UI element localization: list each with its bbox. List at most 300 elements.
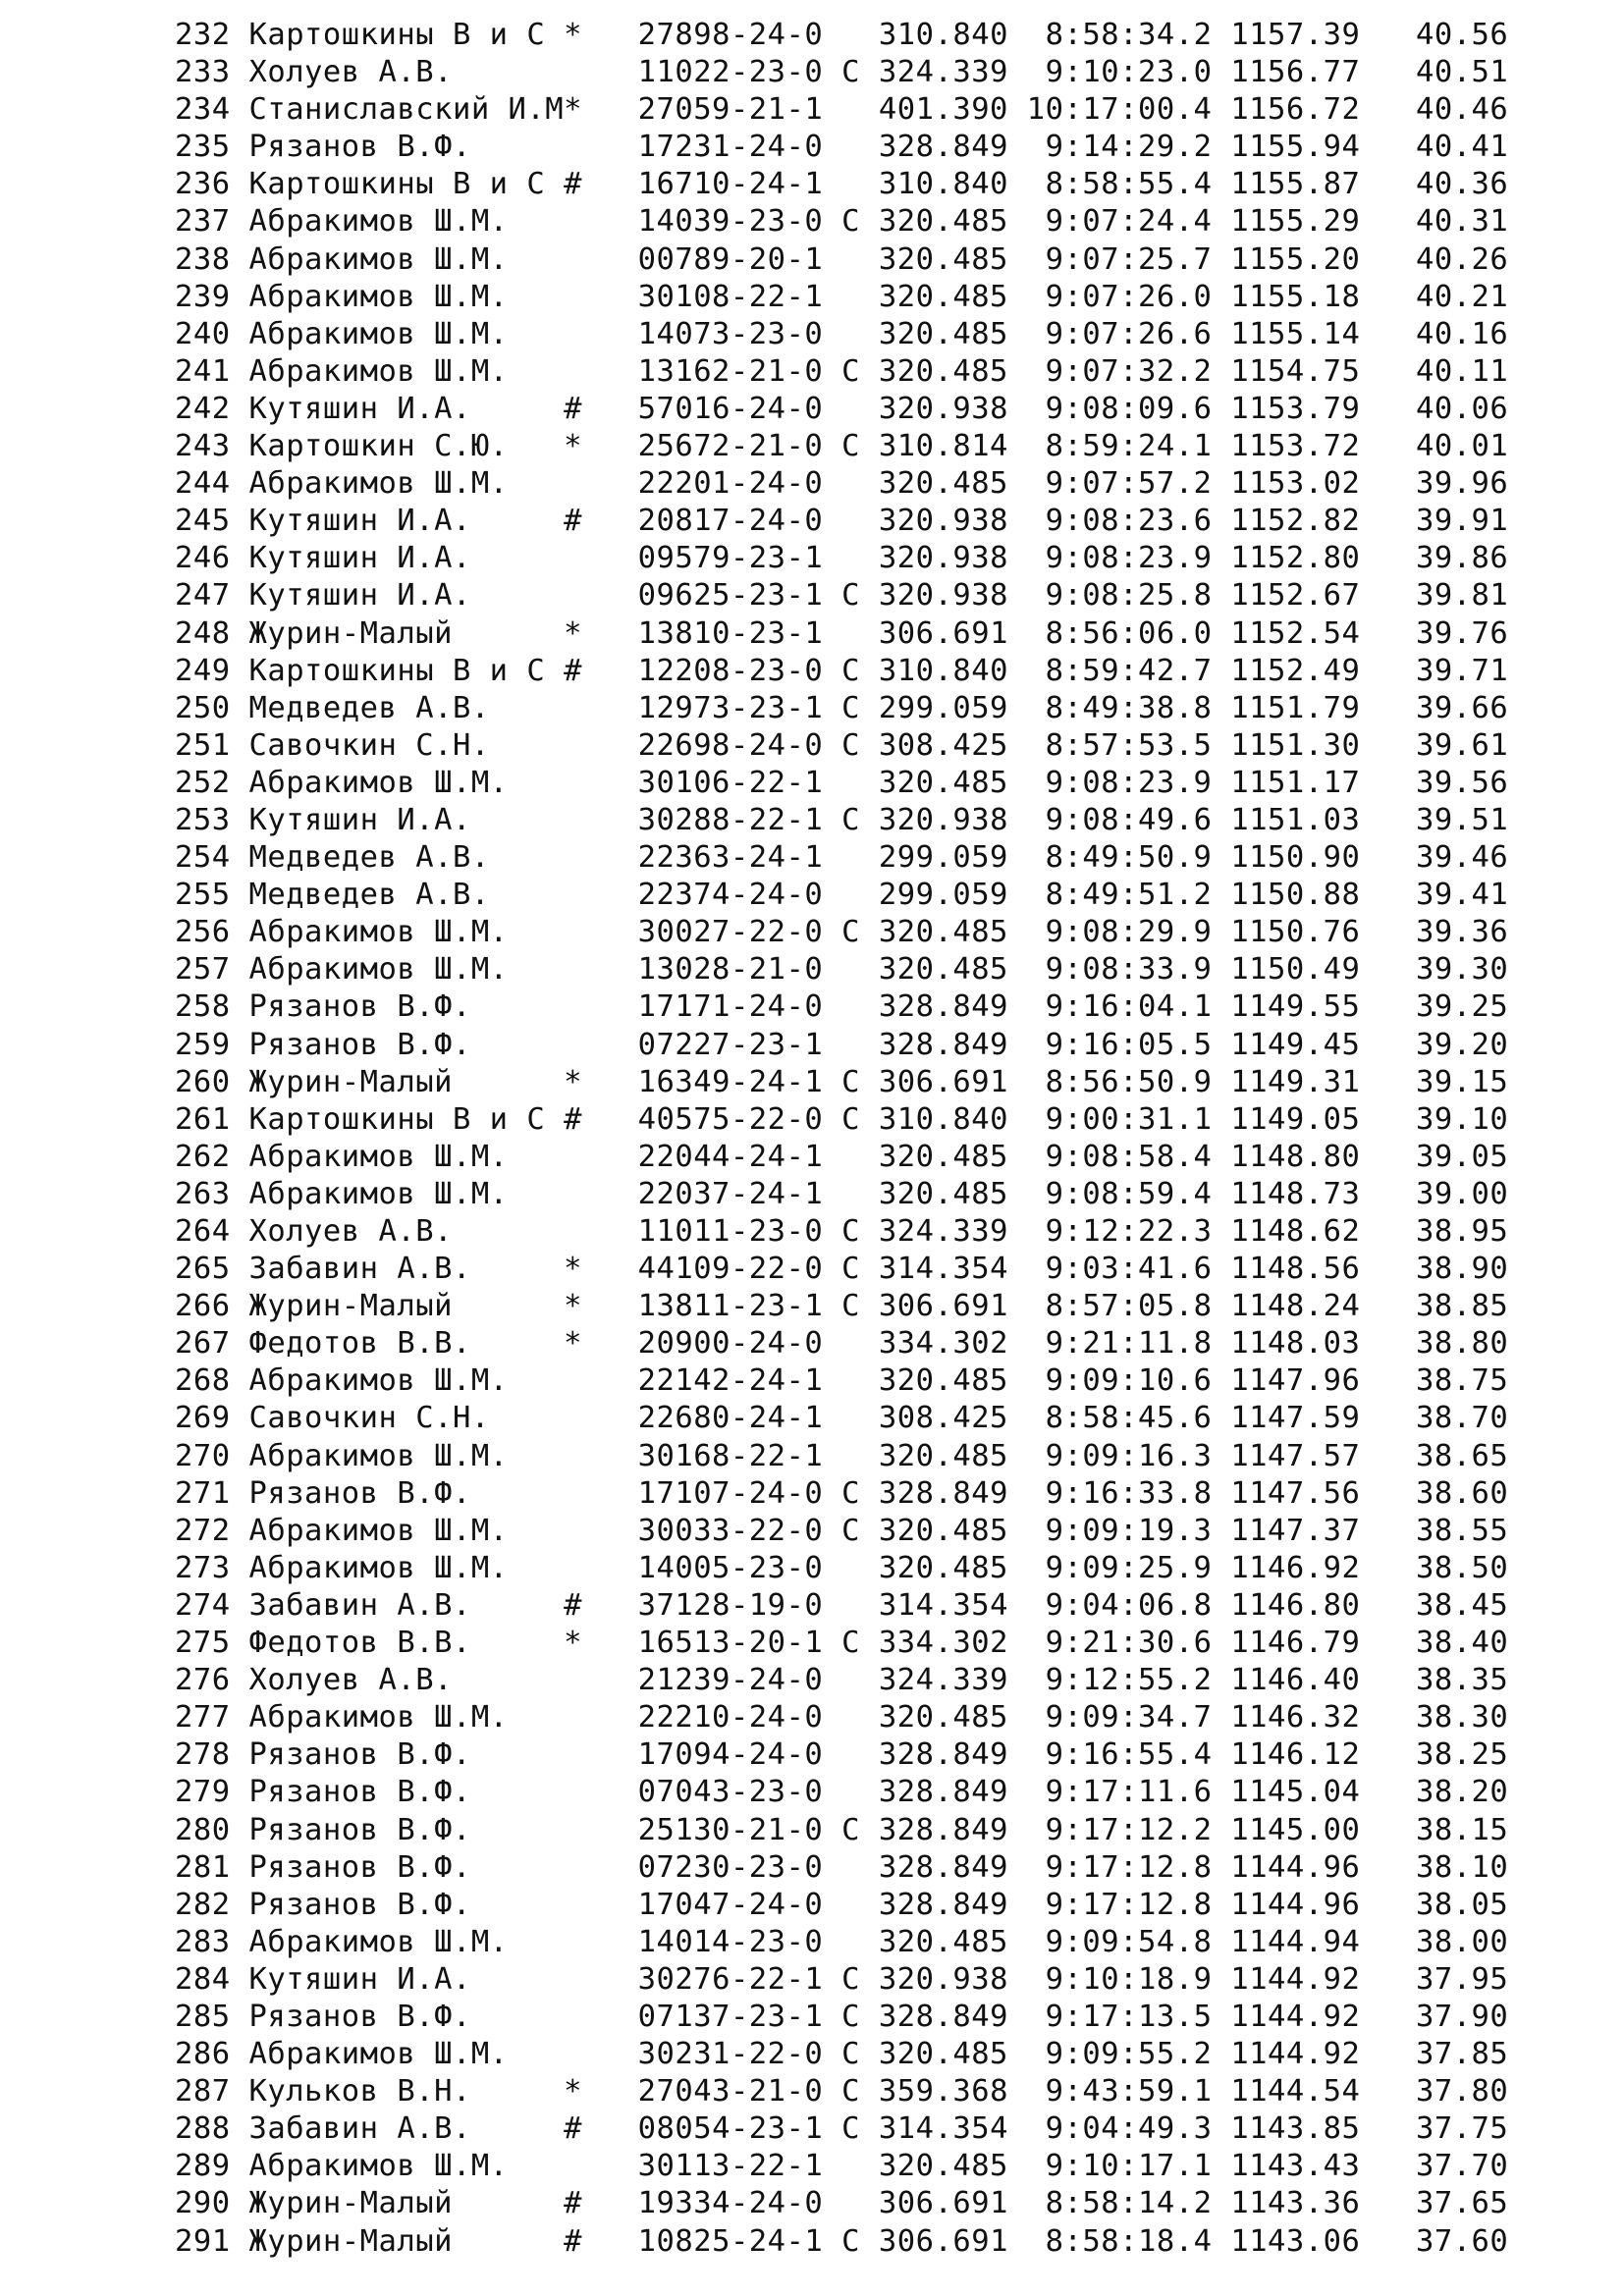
class-cell: [841, 280, 860, 314]
table-row: [175, 988, 1508, 1026]
mark-cell: [564, 1363, 582, 1398]
arrival-time-cell: 9:08:09.6: [1026, 391, 1213, 426]
points-cell: 37.75: [1397, 2111, 1509, 2147]
class-cell: C: [841, 578, 861, 614]
fancier-name-cell: Журин-Малый: [248, 2223, 453, 2259]
ring-number-cell: 30168-22-1: [637, 1438, 824, 1473]
mark-cell: [564, 130, 582, 164]
place-cell: 276: [175, 1663, 231, 1698]
speed-cell: 1144.96: [1230, 1849, 1361, 1885]
table-row: [175, 727, 1508, 765]
place-cell: 233: [175, 55, 231, 90]
points-cell: 38.50: [1397, 1550, 1509, 1585]
fancier-name-cell: Абракимов Ш.М.: [248, 279, 509, 314]
points-cell: 40.21: [1397, 279, 1509, 314]
class-cell: [841, 1363, 860, 1398]
distance-cell: 320.485: [878, 316, 1008, 351]
table-row: [175, 1251, 1508, 1288]
mark-cell: *: [564, 1626, 583, 1661]
fancier-name-cell: Журин-Малый: [248, 615, 453, 651]
fancier-name-cell: Савочкин С.Н.: [248, 1401, 490, 1436]
class-cell: C: [841, 1289, 861, 1324]
place-cell: 238: [175, 241, 231, 277]
fancier-name-cell: Абракимов Ш.М.: [248, 1438, 509, 1473]
table-row: [175, 615, 1508, 653]
distance-cell: 314.354: [878, 2111, 1008, 2147]
table-row: [175, 1662, 1508, 1699]
distance-cell: 324.339: [878, 55, 1008, 90]
table-row: [175, 540, 1508, 577]
mark-cell: [564, 1214, 582, 1249]
class-cell: C: [841, 653, 861, 688]
speed-cell: 1144.92: [1230, 2037, 1361, 2072]
arrival-time-cell: 9:10:23.0: [1026, 55, 1213, 90]
points-cell: 39.51: [1397, 802, 1509, 837]
points-cell: 38.45: [1397, 1587, 1509, 1623]
distance-cell: 324.339: [878, 1214, 1008, 1249]
class-cell: [841, 1588, 860, 1623]
table-row: [175, 54, 1508, 91]
place-cell: 251: [175, 727, 231, 763]
place-cell: 273: [175, 1550, 231, 1585]
table-row: [175, 353, 1508, 391]
points-cell: 39.00: [1397, 1176, 1509, 1211]
class-cell: C: [841, 690, 860, 725]
fancier-name-cell: Абракимов Ш.М.: [248, 466, 509, 502]
arrival-time-cell: 9:04:06.8: [1026, 1587, 1213, 1623]
fancier-name-cell: Рязанов В.Ф.: [248, 1887, 471, 1922]
class-cell: [841, 616, 860, 651]
speed-cell: 1147.59: [1230, 1401, 1361, 1436]
ring-number-cell: 12973-23-1: [637, 690, 824, 725]
fancier-name-cell: Кутяшин И.А.: [248, 578, 471, 614]
class-cell: C: [841, 1999, 861, 2034]
ring-number-cell: 22044-24-1: [637, 1139, 824, 1174]
distance-cell: 328.849: [878, 1999, 1008, 2034]
place-cell: 287: [175, 2074, 231, 2109]
ring-number-cell: 20817-24-0: [637, 504, 824, 539]
speed-cell: 1149.55: [1230, 989, 1361, 1025]
ring-number-cell: 37128-19-0: [637, 1587, 824, 1623]
speed-cell: 1149.45: [1230, 1027, 1361, 1062]
place-cell: 291: [175, 2223, 231, 2259]
table-row: [175, 1400, 1508, 1437]
class-cell: [841, 541, 860, 575]
mark-cell: [564, 2037, 582, 2071]
mark-cell: #: [564, 653, 583, 688]
table-row: [175, 1139, 1508, 1176]
ring-number-cell: 22142-24-1: [637, 1363, 824, 1399]
place-cell: 244: [175, 466, 231, 502]
distance-cell: 310.814: [878, 429, 1008, 464]
fancier-name-cell: Рязанов В.Ф.: [248, 130, 471, 165]
speed-cell: 1152.82: [1230, 504, 1361, 539]
distance-cell: 328.849: [878, 1475, 1008, 1511]
arrival-time-cell: 9:08:23.6: [1026, 504, 1213, 539]
table-row: [175, 1812, 1508, 1849]
place-cell: 263: [175, 1176, 231, 1211]
speed-cell: 1143.85: [1230, 2111, 1361, 2147]
distance-cell: 401.390: [878, 92, 1008, 128]
fancier-name-cell: Абракимов Ш.М.: [248, 1176, 509, 1211]
distance-cell: 299.059: [878, 840, 1008, 876]
points-cell: 39.66: [1397, 690, 1509, 725]
distance-cell: 308.425: [878, 727, 1008, 763]
ring-number-cell: 07043-23-0: [637, 1775, 824, 1810]
place-cell: 281: [175, 1849, 231, 1885]
table-row: [175, 1999, 1508, 2036]
speed-cell: 1151.03: [1230, 802, 1361, 837]
speed-cell: 1149.05: [1230, 1101, 1361, 1137]
arrival-time-cell: 8:59:24.1: [1026, 429, 1213, 464]
table-row: [175, 1587, 1508, 1625]
distance-cell: 320.485: [878, 1438, 1008, 1473]
points-cell: 37.70: [1397, 2149, 1509, 2184]
ring-number-cell: 17231-24-0: [637, 130, 824, 165]
distance-cell: 299.059: [878, 878, 1008, 913]
arrival-time-cell: 9:07:26.6: [1026, 316, 1213, 351]
ring-number-cell: 27898-24-0: [637, 18, 824, 52]
table-row: [175, 1438, 1508, 1475]
place-cell: 260: [175, 1064, 231, 1099]
fancier-name-cell: Станиславский И.М: [248, 92, 565, 128]
fancier-name-cell: Холуев А.В.: [248, 1663, 453, 1698]
table-row: [175, 1774, 1508, 1811]
speed-cell: 1153.72: [1230, 429, 1361, 464]
speed-cell: 1155.18: [1230, 279, 1361, 314]
arrival-time-cell: 8:58:55.4: [1026, 167, 1213, 202]
distance-cell: 359.368: [878, 2074, 1008, 2109]
fancier-name-cell: Холуев А.В.: [248, 55, 453, 90]
table-row: [175, 428, 1508, 465]
mark-cell: [564, 878, 582, 912]
distance-cell: 320.485: [878, 952, 1008, 988]
ring-number-cell: 13810-23-1: [637, 615, 824, 651]
ring-number-cell: 30033-22-0: [637, 1513, 824, 1548]
table-row: [175, 2073, 1508, 2110]
mark-cell: [564, 242, 582, 277]
class-cell: C: [841, 2223, 861, 2259]
distance-cell: 320.938: [878, 802, 1008, 837]
mark-cell: [564, 1140, 582, 1174]
arrival-time-cell: 9:21:11.8: [1026, 1326, 1213, 1362]
place-cell: 235: [175, 130, 231, 165]
table-row: [175, 1625, 1508, 1662]
arrival-time-cell: 8:58:14.2: [1026, 2186, 1213, 2221]
fancier-name-cell: Журин-Малый: [248, 1289, 453, 1324]
class-cell: [841, 952, 860, 987]
speed-cell: 1144.92: [1230, 1999, 1361, 2034]
place-cell: 264: [175, 1214, 231, 1249]
points-cell: 38.40: [1397, 1626, 1509, 1661]
ring-number-cell: 11022-23-0: [637, 55, 824, 90]
speed-cell: 1146.80: [1230, 1587, 1361, 1623]
place-cell: 259: [175, 1027, 231, 1062]
fancier-name-cell: Кутяшин И.А.: [248, 504, 471, 539]
place-cell: 286: [175, 2037, 231, 2072]
table-row: [175, 2036, 1508, 2073]
class-cell: [841, 1888, 860, 1922]
table-row: [175, 1849, 1508, 1887]
place-cell: 271: [175, 1475, 231, 1511]
arrival-time-cell: 9:17:12.8: [1026, 1887, 1213, 1922]
place-cell: 278: [175, 1737, 231, 1773]
place-cell: 241: [175, 353, 231, 389]
arrival-time-cell: 9:12:22.3: [1026, 1214, 1213, 1249]
mark-cell: [564, 1439, 582, 1473]
table-row: [175, 1736, 1508, 1774]
mark-cell: [564, 989, 582, 1024]
mark-cell: [564, 952, 582, 987]
points-cell: 38.20: [1397, 1775, 1509, 1810]
points-cell: 40.01: [1397, 429, 1509, 464]
speed-cell: 1150.49: [1230, 952, 1361, 988]
mark-cell: #: [564, 2111, 583, 2147]
fancier-name-cell: Картошкины В и С: [248, 167, 546, 202]
speed-cell: 1145.04: [1230, 1775, 1361, 1810]
place-cell: 248: [175, 615, 231, 651]
class-cell: [841, 1850, 860, 1885]
points-cell: 38.55: [1397, 1513, 1509, 1548]
ring-number-cell: 17107-24-0: [637, 1475, 824, 1511]
table-row: [175, 203, 1508, 240]
class-cell: C: [841, 1626, 861, 1661]
speed-cell: 1148.73: [1230, 1176, 1361, 1211]
fancier-name-cell: Медведев А.В.: [248, 878, 490, 913]
arrival-time-cell: 9:12:55.2: [1026, 1663, 1213, 1698]
speed-cell: 1148.62: [1230, 1214, 1361, 1249]
arrival-time-cell: 9:08:33.9: [1026, 952, 1213, 988]
points-cell: 39.76: [1397, 615, 1509, 651]
class-cell: [841, 1401, 860, 1435]
arrival-time-cell: 9:08:58.4: [1026, 1139, 1213, 1174]
distance-cell: 320.485: [878, 204, 1008, 240]
place-cell: 289: [175, 2149, 231, 2184]
mark-cell: *: [564, 1252, 583, 1287]
class-cell: [841, 317, 860, 351]
points-cell: 39.41: [1397, 878, 1509, 913]
class-cell: C: [841, 429, 860, 464]
fancier-name-cell: Абракимов Ш.М.: [248, 1700, 509, 1735]
speed-cell: 1146.40: [1230, 1663, 1361, 1698]
class-cell: [841, 1925, 860, 1959]
arrival-time-cell: 9:00:31.1: [1026, 1101, 1213, 1137]
arrival-time-cell: 9:21:30.6: [1026, 1626, 1213, 1661]
speed-cell: 1152.49: [1230, 653, 1361, 688]
class-cell: C: [841, 2037, 860, 2072]
arrival-time-cell: 9:08:29.9: [1026, 915, 1213, 950]
fancier-name-cell: Рязанов В.Ф.: [248, 1737, 471, 1773]
fancier-name-cell: Картошкины В и С: [248, 18, 546, 52]
place-cell: 284: [175, 1961, 231, 1997]
speed-cell: 1151.30: [1230, 727, 1361, 763]
speed-cell: 1149.31: [1230, 1064, 1361, 1099]
class-cell: C: [841, 1475, 861, 1511]
arrival-time-cell: 9:17:12.8: [1026, 1849, 1213, 1885]
distance-cell: 308.425: [878, 1401, 1008, 1436]
fancier-name-cell: Картошкины В и С: [248, 653, 546, 688]
mark-cell: [564, 1700, 582, 1735]
place-cell: 270: [175, 1438, 231, 1473]
arrival-time-cell: 9:09:25.9: [1026, 1550, 1213, 1585]
distance-cell: 310.840: [878, 653, 1008, 688]
speed-cell: 1157.39: [1230, 18, 1361, 52]
table-row: [175, 1961, 1508, 1999]
ring-number-cell: 22201-24-0: [637, 466, 824, 502]
place-cell: 269: [175, 1401, 231, 1436]
mark-cell: [564, 1514, 582, 1548]
points-cell: 39.91: [1397, 504, 1509, 539]
mark-cell: [564, 1737, 582, 1772]
class-cell: [841, 167, 860, 201]
speed-cell: 1144.94: [1230, 1924, 1361, 1959]
arrival-time-cell: 9:09:19.3: [1026, 1513, 1213, 1548]
mark-cell: *: [564, 1289, 583, 1324]
ring-number-cell: 16349-24-1: [637, 1064, 824, 1099]
fancier-name-cell: Рязанов В.Ф.: [248, 1775, 471, 1810]
points-cell: 39.81: [1397, 578, 1509, 614]
speed-cell: 1155.14: [1230, 316, 1361, 351]
ring-number-cell: 30288-22-1: [637, 802, 824, 837]
speed-cell: 1155.94: [1230, 130, 1361, 165]
points-cell: 38.75: [1397, 1363, 1509, 1399]
ring-number-cell: 30027-22-0: [637, 915, 824, 950]
fancier-name-cell: Абракимов Ш.М.: [248, 1550, 509, 1585]
place-cell: 243: [175, 429, 231, 464]
speed-cell: 1152.67: [1230, 578, 1361, 614]
arrival-time-cell: 9:09:16.3: [1026, 1438, 1213, 1473]
table-row: [175, 1176, 1508, 1213]
mark-cell: #: [564, 504, 583, 539]
speed-cell: 1146.12: [1230, 1737, 1361, 1773]
arrival-time-cell: 9:09:34.7: [1026, 1700, 1213, 1735]
distance-cell: 314.354: [878, 1252, 1008, 1287]
arrival-time-cell: 9:08:23.9: [1026, 765, 1213, 800]
mark-cell: *: [564, 429, 583, 464]
speed-cell: 1147.96: [1230, 1363, 1361, 1399]
table-row: [175, 1699, 1508, 1736]
ring-number-cell: 17094-24-0: [637, 1737, 824, 1773]
ring-number-cell: 09625-23-1: [637, 578, 824, 614]
table-row: [175, 577, 1508, 614]
table-row: [175, 2223, 1508, 2261]
distance-cell: 324.339: [878, 1663, 1008, 1698]
points-cell: 40.06: [1397, 391, 1509, 426]
table-row: [175, 316, 1508, 353]
fancier-name-cell: Абракимов Ш.М.: [248, 2149, 509, 2184]
class-cell: [841, 18, 860, 52]
distance-cell: 310.840: [878, 1101, 1008, 1137]
class-cell: [841, 1700, 860, 1735]
distance-cell: 334.302: [878, 1326, 1008, 1362]
class-cell: C: [841, 55, 861, 90]
ring-number-cell: 14039-23-0: [637, 204, 824, 240]
ring-number-cell: 30231-22-0: [637, 2037, 824, 2072]
distance-cell: 328.849: [878, 989, 1008, 1025]
mark-cell: #: [564, 2223, 583, 2259]
ring-number-cell: 13028-21-0: [637, 952, 824, 988]
arrival-time-cell: 9:17:11.6: [1026, 1775, 1213, 1810]
mark-cell: [564, 1850, 582, 1885]
mark-cell: [564, 578, 582, 613]
distance-cell: 320.938: [878, 541, 1008, 576]
mark-cell: #: [564, 1587, 583, 1623]
mark-cell: [564, 840, 582, 875]
points-cell: 38.80: [1397, 1326, 1509, 1362]
distance-cell: 320.485: [878, 1139, 1008, 1174]
place-cell: 288: [175, 2111, 231, 2147]
speed-cell: 1148.80: [1230, 1139, 1361, 1174]
points-cell: 40.41: [1397, 130, 1509, 165]
mark-cell: [564, 204, 582, 239]
ring-number-cell: 16710-24-1: [637, 167, 824, 202]
table-row: [175, 1325, 1508, 1362]
arrival-time-cell: 9:07:57.2: [1026, 466, 1213, 502]
ring-number-cell: 11011-23-0: [637, 1214, 824, 1249]
place-cell: 268: [175, 1363, 231, 1399]
speed-cell: 1153.02: [1230, 466, 1361, 502]
arrival-time-cell: 9:17:13.5: [1026, 1999, 1213, 2034]
fancier-name-cell: Абракимов Ш.М.: [248, 2037, 509, 2072]
results-table: [175, 17, 1508, 2261]
fancier-name-cell: Рязанов В.Ф.: [248, 1849, 471, 1885]
points-cell: 37.90: [1397, 1999, 1509, 2034]
speed-cell: 1146.32: [1230, 1700, 1361, 1735]
place-cell: 256: [175, 915, 231, 950]
mark-cell: *: [564, 615, 583, 651]
ring-number-cell: 09579-23-1: [637, 541, 824, 576]
distance-cell: 328.849: [878, 1737, 1008, 1773]
distance-cell: 306.691: [878, 2223, 1008, 2259]
class-cell: [841, 130, 860, 164]
place-cell: 282: [175, 1887, 231, 1922]
distance-cell: 306.691: [878, 1064, 1008, 1099]
table-row: [175, 1027, 1508, 1064]
distance-cell: 310.840: [878, 167, 1008, 202]
fancier-name-cell: Рязанов В.Ф.: [248, 989, 471, 1025]
points-cell: 38.95: [1397, 1214, 1509, 1249]
mark-cell: [564, 1177, 582, 1211]
ring-number-cell: 25672-21-0: [637, 429, 824, 464]
points-cell: 39.10: [1397, 1101, 1509, 1137]
class-cell: [841, 92, 860, 127]
ring-number-cell: 13811-23-1: [637, 1289, 824, 1324]
distance-cell: 314.354: [878, 1587, 1008, 1623]
fancier-name-cell: Журин-Малый: [248, 2186, 453, 2221]
mark-cell: [564, 2000, 582, 2034]
class-cell: C: [841, 353, 860, 389]
ring-number-cell: 44109-22-0: [637, 1252, 824, 1287]
points-cell: 37.60: [1397, 2223, 1509, 2259]
fancier-name-cell: Абракимов Ш.М.: [248, 765, 509, 800]
mark-cell: [564, 55, 582, 89]
ring-number-cell: 27043-21-0: [637, 2074, 824, 2109]
speed-cell: 1144.92: [1230, 1961, 1361, 1997]
mark-cell: [564, 2149, 582, 2183]
table-row: [175, 2110, 1508, 2148]
arrival-time-cell: 9:09:55.2: [1026, 2037, 1213, 2072]
distance-cell: 320.485: [878, 1924, 1008, 1959]
place-cell: 283: [175, 1924, 231, 1959]
speed-cell: 1146.79: [1230, 1626, 1361, 1661]
mark-cell: *: [564, 92, 583, 128]
ring-number-cell: 22680-24-1: [637, 1401, 824, 1436]
table-row: [175, 129, 1508, 166]
speed-cell: 1151.17: [1230, 765, 1361, 800]
points-cell: 38.30: [1397, 1700, 1509, 1735]
arrival-time-cell: 8:58:34.2: [1026, 18, 1213, 52]
speed-cell: 1152.80: [1230, 541, 1361, 576]
